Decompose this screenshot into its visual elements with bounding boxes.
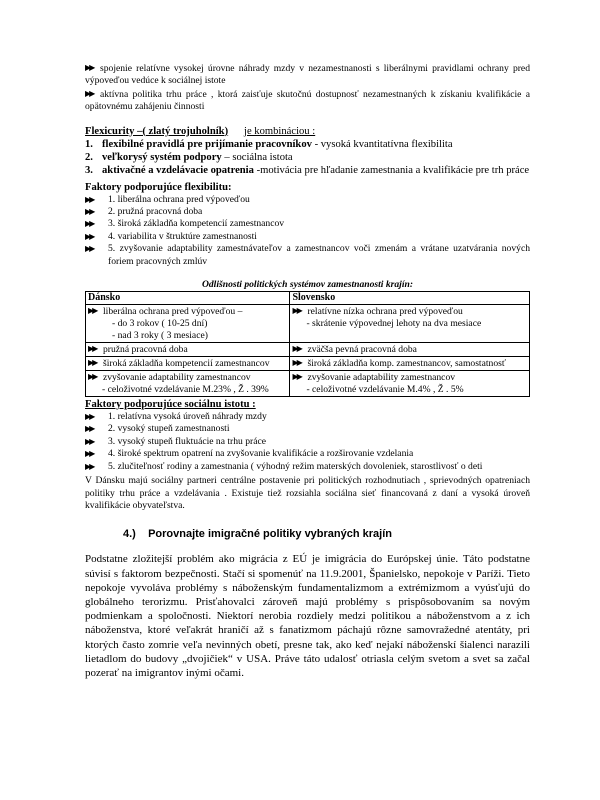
table-row: ▶▶ široká základňa kompetencií zamestnancov ▶▶ široká základňa komp. zamestnancov, samostatnosť	[86, 357, 530, 371]
flex-factors-list	[85, 194, 530, 268]
double-arrow-icon: ▶▶	[85, 231, 94, 241]
list-item: ▶▶ 4. variabilita v štruktúre zamestnanosti	[85, 230, 257, 242]
list-item: ▶▶ 5. zlučiteľnosť rodiny a zamestnania ( výhodný režim materských dovoleniek, starostlivosť o deti	[85, 460, 483, 472]
list-item: ▶▶ 3. vysoký stupeň fluktuácie na trhu práce	[85, 435, 266, 447]
list-item: ▶▶ 5. zvyšovanie adaptability zamestnávateľov a zamestnancov voči zmenám a vrátane uzatvárania nových foriem pracovných zmlúv	[85, 243, 530, 267]
intro-bullet: ▶▶ spojenie relatívne vysokej úrovne náhrady mzdy v nezamestnanosti s liberálnymi pravidlami ochrany pred výpoveďou vedúce k sociálnej istote	[85, 63, 530, 87]
section-heading: 4.) Porovnajte imigračné politiky vybraných krajín	[123, 528, 392, 541]
double-arrow-icon: ▶▶	[88, 358, 97, 368]
double-arrow-icon: ▶▶	[88, 372, 97, 382]
double-arrow-icon: ▶▶	[85, 194, 94, 204]
table-caption: Odlišnosti politických systémov zamestnanosti krajín:	[201, 279, 414, 291]
list-item: ▶▶ 3. široká základňa kompetencií zamestnancov	[85, 218, 285, 230]
table-header-row	[86, 292, 530, 305]
double-arrow-icon: ▶▶	[292, 344, 301, 354]
flexicurity-item: 3. aktivačné a vzdelávacie opatrenia -motivácia pre hľadanie zamestnania a kvalifikácie pre trh práce	[85, 164, 530, 176]
list-item: ▶▶ 1. liberálna ochrana pred výpoveďou	[85, 193, 250, 205]
double-arrow-icon: ▶▶	[292, 372, 301, 382]
double-arrow-icon: ▶▶	[85, 207, 94, 217]
flexicurity-item: 1. flexibilné pravidlá pre prijímanie pracovníkov - vysoká kvantitatívna flexibilita	[85, 138, 453, 150]
double-arrow-icon: ▶▶	[292, 306, 301, 316]
double-arrow-icon: ▶▶	[85, 244, 94, 254]
double-arrow-icon: ▶▶	[85, 63, 94, 72]
table-row: ▶▶ pružná pracovná doba ▶▶ zväčša pevná pracovná doba	[86, 343, 530, 357]
double-arrow-icon: ▶▶	[88, 306, 97, 316]
document-page	[85, 62, 530, 680]
double-arrow-icon: ▶▶	[85, 412, 94, 422]
table-row: ▶▶ liberálna ochrana pred výpoveďou – - do 3 rokov ( 10-25 dní) - nad 3 roky ( 3 mesiace) ▶▶ relatívne nízka ochrana pred výpoveďou - skrátenie výpovednej lehoty na dva mesiace	[86, 305, 530, 343]
flexicurity-heading: Flexicurity –( zlatý trojuholník) je kombináciou :	[85, 125, 316, 137]
intro-bullet: ▶▶ aktívna politika trhu práce , ktorá zaisťuje skutočnú dostupnosť nezamestnaných k získaniu kvalifikácie a opätovnému zahájeniu činnosti	[85, 88, 530, 113]
social-factors-heading: Faktory podporujúce sociálnu istotu :	[85, 399, 256, 411]
double-arrow-icon: ▶▶	[292, 358, 301, 368]
denmark-paragraph: V Dánsku majú sociálny partneri centrálne postavenie pri politických rozhodnutiach , sprievodných opatreniach politiky trhu práce a vzdelávania . Existuje tiež rozsiahla sociálna sieť financovaná z daní a vysoká úroveň kvalifikácie obyvateľstva.	[85, 475, 530, 511]
double-arrow-icon: ▶▶	[85, 461, 94, 471]
social-factors-list	[85, 411, 530, 473]
table-header: Slovensko	[290, 292, 530, 305]
table-row: ▶▶ zvyšovanie adaptability zamestnancov - celoživotné vzdelávanie M.23% , Ž . 39% ▶▶ zvyšovanie adaptability zamestnancov - celoživotné vzdelávanie M.4% , Ž . 5%	[86, 371, 530, 397]
double-arrow-icon: ▶▶	[88, 344, 97, 354]
flexicurity-item: 2. veľkorysý systém podpory – sociálna istota	[85, 151, 293, 163]
list-item: ▶▶ 2. vysoký stupeň zamestnanosti	[85, 423, 230, 435]
main-paragraph: Podstatne zložitejší problém ako migrácia z EÚ je imigrácia do Európskej únie. Táto podstatne súvisí s faktorom bezpečnosti. Stačí si spomenúť na 11.9.2001, Španielsko, nepokoje v Paríži. Tieto nepokoje vyvoláva problémy s náboženským fundamentalizmom a extrémizmom a vyúsťujú do globálneho terorizmu. Prisťahovalci zároveň majú problémy s prispôsobovaním sa novým podmienkam a spoločnosti. Niektorí nerobia rozdiely medzi politikou a náboženstvom a z ich náboženstva, ktoré veľakrát hraničí až s fanatizmom páchajú rôzne samovražedné atentáty, pri ktorých často zomrie veľa nevinných obetí, presne tak, ako keď nejakí náboženskí šialenci narazili lietadlom do budovy „dvojičiek“ v USA. Práve táto udalosť otriasla celým svetom a svet sa začal pozerať na imigrantov inými očami.	[85, 553, 530, 679]
table-header: Dánsko	[86, 292, 290, 305]
list-item: ▶▶ 1. relatívna vysoká úroveň náhrady mzdy	[85, 411, 267, 423]
list-item: ▶▶ 4. široké spektrum opatrení na zvyšovanie kvalifikácie a rozširovanie vzdelania	[85, 448, 414, 460]
double-arrow-icon: ▶▶	[85, 449, 94, 459]
double-arrow-icon: ▶▶	[85, 88, 94, 98]
flex-factors-heading: Faktory podporujúce flexibilitu:	[85, 181, 232, 193]
double-arrow-icon: ▶▶	[85, 219, 94, 229]
double-arrow-icon: ▶▶	[85, 424, 94, 434]
comparison-table	[85, 291, 530, 397]
double-arrow-icon: ▶▶	[85, 436, 94, 446]
list-item: ▶▶ 2. pružná pracovná doba	[85, 206, 203, 218]
